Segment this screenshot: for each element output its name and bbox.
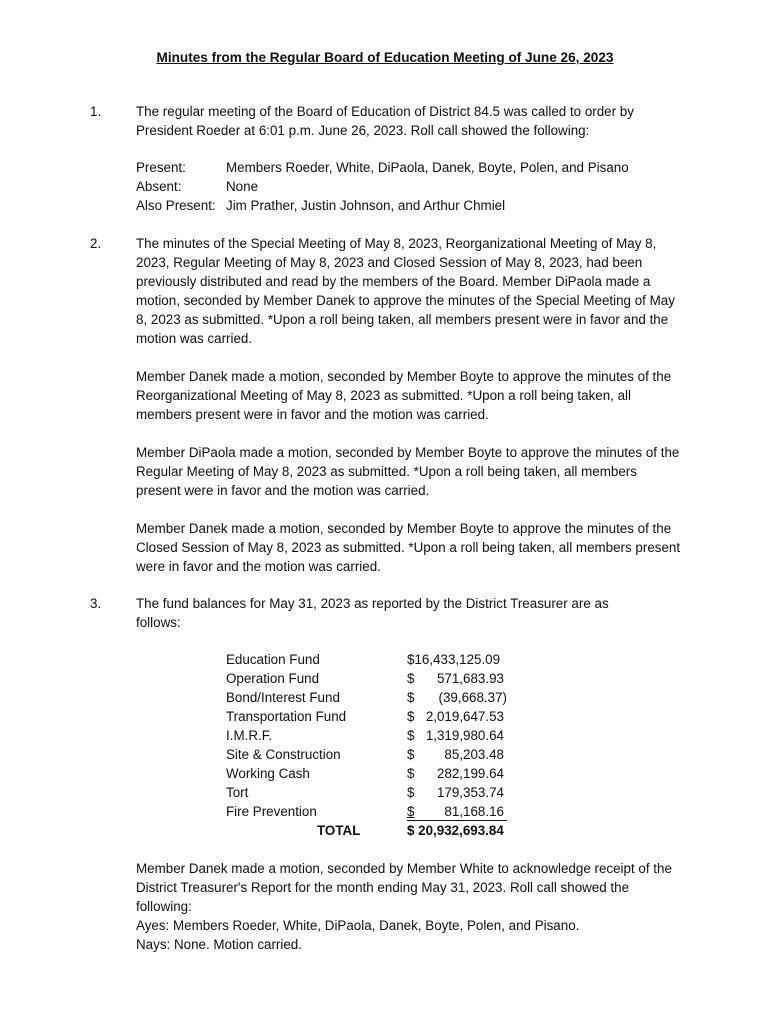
item-2-paragraph: Member DiPaola made a motion, seconded by Member Boyte to approve the minutes of the Regular Meeting of May 8, 2023 as submitted. *Upon a roll being taken, all members present were in favor and the motion was carried.: [136, 445, 680, 498]
fund-name: Operation Fund: [226, 671, 320, 686]
roll-call-label: Present:: [136, 160, 186, 175]
item-2-text: [136, 234, 681, 576]
fund-row: [226, 802, 526, 821]
dollar-sign: $: [407, 671, 415, 686]
fund-row: [226, 764, 526, 783]
fund-name: Transportation Fund: [226, 709, 347, 724]
item-number-3: 3.: [90, 596, 102, 611]
fund-name: Site & Construction: [226, 747, 341, 762]
roll-call-value: Members Roeder, White, DiPaola, Danek, Boyte, Polen, and Pisano: [226, 160, 629, 175]
item-number-1: 1.: [90, 104, 102, 119]
fund-amount: 179,353.74: [436, 785, 504, 800]
ayes-line: Ayes: Members Roeder, White, DiPaola, Danek, Boyte, Polen, and Pisano.: [136, 918, 580, 933]
total-row: [226, 821, 526, 840]
item-2-paragraph: The minutes of the Special Meeting of May 8, 2023, Reorganizational Meeting of May 8, 2023, Regular Meeting of May 8, 2023 and Closed Session of May 8, 2023, had been previously distributed and read by the members of the Board. Member DiPaola made a motion, seconded by Member Danek to approve the minutes of the Special Meeting of May 8, 2023 as submitted. *Upon a roll being taken, all members present were in favor and the motion was carried.: [136, 236, 675, 346]
fund-amount: 282,199.64: [436, 766, 504, 781]
fund-row: [226, 650, 526, 669]
roll-call-row: [136, 196, 696, 215]
roll-call-value: None: [226, 179, 259, 194]
dollar-sign: $: [407, 690, 415, 705]
fund-name: Education Fund: [226, 652, 320, 667]
dollar-sign: $: [407, 766, 415, 781]
fund-amount: 85,203.48: [444, 747, 504, 762]
item-1-text: [136, 102, 666, 140]
item-3-text: [136, 594, 636, 632]
fund-name: Bond/Interest Fund: [226, 690, 340, 705]
roll-call-label: Also Present:: [136, 198, 216, 213]
roll-call-row: [136, 158, 696, 177]
fund-name: Working Cash: [226, 766, 310, 781]
fund-row: [226, 745, 526, 764]
roll-call-label: Absent:: [136, 179, 182, 194]
fund-name: Tort: [226, 785, 249, 800]
roll-call: [136, 158, 696, 215]
fund-row: [226, 688, 526, 707]
dollar-sign: $: [407, 747, 415, 762]
page-title: Minutes from the Regular Board of Education Meeting of June 26, 2023: [156, 50, 614, 65]
fund-row: [226, 726, 526, 745]
fund-row: [226, 669, 526, 688]
item-number-2: 2.: [90, 236, 102, 251]
nays-line: Nays: None. Motion carried.: [136, 937, 302, 952]
fund-amount: 571,683.93: [436, 671, 504, 686]
fund-row: [226, 783, 526, 802]
item-3-paragraph: The fund balances for May 31, 2023 as reported by the District Treasurer are as follows:: [136, 596, 609, 630]
fund-amount: 1,319,980.64: [425, 728, 504, 743]
fund-row: [226, 707, 526, 726]
motion-paragraph: Member Danek made a motion, seconded by Member White to acknowledge receipt of the District Treasurer's Report for the month ending May 31, 2023. Roll call showed the following:: [136, 861, 672, 914]
item-1-paragraph: The regular meeting of the Board of Education of District 84.5 was called to order by President Roeder at 6:01 p.m. June 26, 2023. Roll call showed the following:: [136, 104, 634, 138]
total-amount: $ 20,932,693.84: [407, 823, 504, 838]
fund-amount: 81,168.16: [444, 804, 504, 819]
roll-call-row: [136, 177, 696, 196]
dollar-sign: $: [407, 804, 415, 819]
dollar-sign: $: [407, 709, 415, 724]
fund-amount: 2,019,647.53: [425, 709, 504, 724]
item-3-motion: [136, 859, 681, 954]
fund-name: I.M.R.F.: [226, 728, 273, 743]
fund-amount: (39,668.37): [438, 690, 507, 705]
dollar-sign: $: [407, 785, 415, 800]
roll-call-value: Jim Prather, Justin Johnson, and Arthur Chmiel: [226, 198, 506, 213]
total-label: TOTAL: [317, 823, 361, 838]
fund-balances-table: [226, 650, 526, 840]
fund-name: Fire Prevention: [226, 804, 317, 819]
fund-amount: $16,433,125.09: [407, 652, 501, 667]
item-2-paragraph: Member Danek made a motion, seconded by Member Boyte to approve the minutes of the Reorganizational Meeting of May 8, 2023 as submitted. *Upon a roll being taken, all members present were in favor and the motion was carried.: [136, 369, 672, 422]
item-2-paragraph: Member Danek made a motion, seconded by Member Boyte to approve the minutes of the Closed Session of May 8, 2023 as submitted. *Upon a roll being taken, all members present were in favor and the motion was carried.: [136, 521, 681, 574]
dollar-sign: $: [407, 728, 415, 743]
